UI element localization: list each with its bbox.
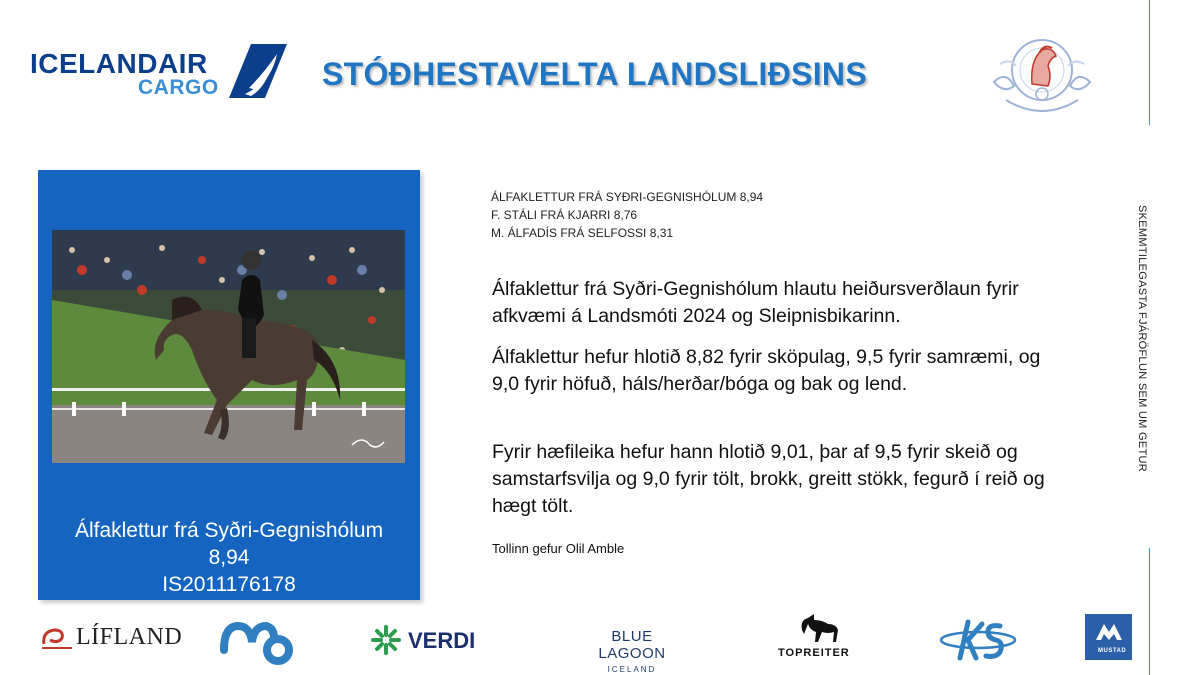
card-horse-name: Álfaklettur frá Syðri-Gegnishólum [74, 519, 384, 542]
side-tagline: SKEMMTILEGASTA FJÁRÖFLUN SEM UM GETUR [1136, 205, 1148, 472]
ms-logo-icon [218, 616, 298, 666]
topreiter-label: TOPREITER [778, 647, 850, 659]
description-paragraph-1: Álfaklettur frá Syðri-Gegnishólum hlautu heiðursverðlaun fyrir afkvæmi á Landsmóti 2024 og Sleipnisbikarinn. [492, 278, 1019, 327]
lifland-label: LÍFLAND [76, 624, 183, 650]
sponsor-blue-lagoon [578, 628, 686, 674]
icelandair-wing-icon [227, 44, 287, 98]
brand-word-cargo: CARGO [138, 76, 219, 99]
right-divider-bottom [1149, 548, 1150, 675]
verdi-star-icon [370, 624, 402, 656]
card-horse-score: 8,94 [208, 546, 250, 569]
pedigree-dam: M. ÁLFADÍS FRÁ SELFOSSI 8,31 [491, 226, 674, 240]
sponsor-verdi [370, 624, 490, 656]
brand-word-icelandair: ICELANDAIR [30, 48, 208, 79]
blue-lagoon-label: BLUE LAGOON [598, 628, 666, 662]
stallion-photo [52, 230, 405, 463]
blue-lagoon-sublabel: ICELAND [607, 665, 657, 674]
mustad-mark-icon [1094, 620, 1124, 642]
mustad-label: MUSTAD [1098, 648, 1127, 654]
stallion-card [38, 170, 420, 600]
toll-donor-note: Tollinn gefur Olil Amble [492, 541, 625, 556]
verdi-label: VERDI [408, 628, 476, 653]
page-title: STÓÐHESTAVELTA LANDSLIÐSINS [322, 56, 867, 92]
sponsor-lifland [40, 622, 183, 654]
horse-rider-image [52, 230, 405, 463]
lifland-swirl-icon [40, 624, 74, 652]
pedigree-horse: ÁLFAKLETTUR FRÁ SYÐRI-GEGNISHÓLUM 8,94 [491, 190, 764, 204]
description-paragraph-3: Fyrir hæfileika hefur hann hlotið 9,01, þar af 9,5 fyrir skeið og samstarfsvilja og 9,0 fyrir tölt, brokk, greitt stökk, fegurð í reið og hægt tölt. [492, 441, 1045, 517]
topreiter-horse-icon [798, 612, 840, 644]
sponsor-topreiter [776, 612, 860, 662]
right-divider-top [1149, 0, 1150, 125]
landssamband-hestamannafelaga-seal-icon [986, 30, 1098, 120]
sponsor-mustad [1085, 614, 1132, 660]
icelandair-cargo-logo [30, 42, 290, 102]
description-paragraph-2: Álfaklettur hefur hlotið 8,82 fyrir sköpulag, 9,5 fyrir samræmi, og 9,0 fyrir höfuð, háls/herðar/bóga og bak og lend. [492, 346, 1041, 395]
pedigree-sire: F. STÁLI FRÁ KJARRI 8,76 [491, 208, 638, 222]
ks-logo-icon [938, 618, 1018, 662]
card-horse-id: IS2011176178 [162, 573, 296, 596]
